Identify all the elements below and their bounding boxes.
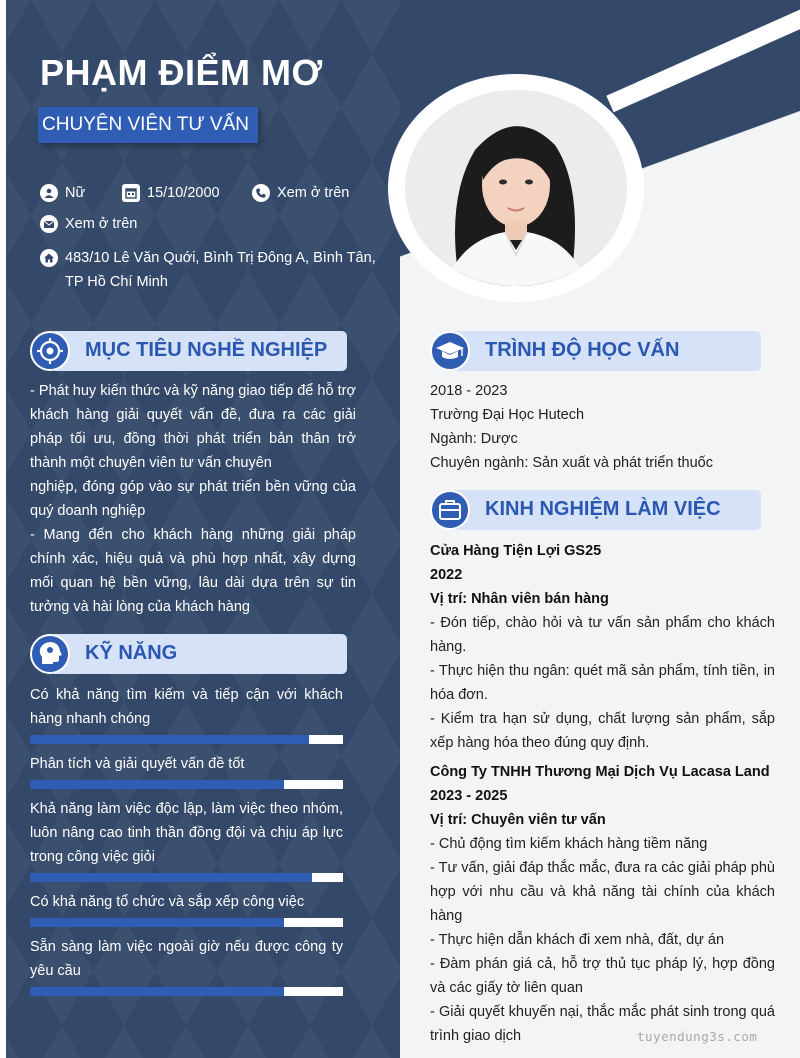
avatar: [405, 90, 627, 286]
email-row: [40, 215, 137, 233]
job-duty: - Thực hiện thu ngân: quét mã sản phẩm, tính tiền, in hóa đơn.: [430, 663, 775, 703]
job-duty: - Đón tiếp, chào hỏi và tư vấn sản phẩm cho khách hàng.: [430, 615, 775, 655]
objective-paragraph: - Mang đến cho khách hàng những giải pháp chính xác, hiệu quả và phù hợp nhất, xây dựng mối quan hệ bền vững, lâu dài dựa trên sự tin tưởng và hài lòng của khách hàng: [30, 527, 356, 615]
job-duty: - Tư vấn, giải đáp thắc mắc, đưa ra các giải pháp phù hợp với nhu cầu và khả năng tài chính của khách hàng: [430, 860, 775, 924]
skills-header: [30, 634, 347, 674]
brain-head-icon: [30, 634, 70, 674]
experience-header: [430, 490, 761, 530]
job-company: Cửa Hàng Tiện Lợi GS25: [430, 543, 602, 559]
skill-bar-fill: [30, 780, 284, 789]
job-company: Công Ty TNHH Thương Mại Dịch Vụ Lacasa Land: [430, 764, 770, 780]
skill-bar: [30, 873, 343, 882]
education-details: [430, 379, 775, 475]
job-duty: - Thực hiện dẫn khách đi xem nhà, đất, dự án: [430, 932, 725, 948]
calendar-icon: [122, 184, 140, 202]
skill-bar-fill: [30, 987, 284, 996]
objective-text: [30, 379, 356, 619]
email-value: Xem ở trên: [65, 216, 138, 232]
skill-item: [30, 797, 343, 882]
job-title-badge: CHUYÊN VIÊN TƯ VẤN: [38, 107, 258, 143]
skill-item: [30, 890, 343, 927]
job-position: Vị trí: Nhân viên bán hàng: [430, 591, 609, 607]
skill-item: [30, 683, 343, 744]
education-specialization: Chuyên ngành: Sản xuất và phát triển thuốc: [430, 455, 713, 471]
job-period: 2022: [430, 567, 463, 583]
envelope-icon: [40, 215, 58, 233]
skill-bar: [30, 780, 343, 789]
skill-bar-fill: [30, 873, 312, 882]
skill-bar-fill: [30, 918, 284, 927]
skills-title: KỸ NĂNG: [85, 642, 178, 664]
job-duty: - Chủ động tìm kiếm khách hàng tiềm năng: [430, 836, 708, 852]
phone-value: Xem ở trên: [277, 185, 350, 201]
job-duty: - Kiểm tra hạn sử dụng, chất lượng sản phẩm, sắp xếp hàng hóa theo đúng quy định.: [430, 711, 775, 751]
skill-bar: [30, 918, 343, 927]
objective-paragraph: nghiệp, đóng góp vào sự phát triển bền vững của quý doanh nghiệp: [30, 479, 356, 519]
skill-label: Có khả năng tổ chức và sắp xếp công việc: [30, 894, 305, 910]
education-school: Trường Đại Học Hutech: [430, 407, 585, 423]
gender-value: Nữ: [65, 185, 86, 201]
skill-bar: [30, 987, 343, 996]
job-entry: [430, 760, 775, 1048]
experience-title: KINH NGHIỆM LÀM VIỆC: [485, 498, 721, 520]
left-edge-strip: [0, 0, 6, 1058]
skill-bar-fill: [30, 735, 309, 744]
job-duty: - Giải quyết khuyến nại, thắc mắc phát sinh trong quá trình giao dịch: [430, 1004, 775, 1044]
phone-icon: [252, 184, 270, 202]
education-header: [430, 331, 761, 371]
briefcase-icon: [430, 490, 470, 530]
skill-label: Có khả năng tìm kiếm và tiếp cận với khách hàng nhanh chóng: [30, 687, 343, 727]
watermark: tuyendung3s.com: [637, 1029, 758, 1044]
job-period: 2023 - 2025: [430, 788, 508, 804]
skill-bar: [30, 735, 343, 744]
candidate-name: PHẠM ĐIỂM MƠ: [40, 52, 323, 93]
skill-label: Phân tích và giải quyết vấn đề tốt: [30, 756, 245, 772]
education-major: Ngành: Dược: [430, 431, 518, 447]
job-entry: [430, 539, 775, 755]
person-icon: [40, 184, 58, 202]
skill-item: [30, 935, 343, 996]
gender-row: [40, 184, 85, 202]
skill-item: [30, 752, 343, 789]
skill-label: Sẵn sàng làm việc ngoài giờ nếu được công ty yêu cầu: [30, 939, 343, 979]
address-value: 483/10 Lê Văn Quới, Bình Trị Đông A, Bình Tân, TP Hồ Chí Minh: [65, 250, 376, 290]
objective-title: MỤC TIÊU NGHỀ NGHIỆP: [85, 339, 328, 361]
address-row: [40, 246, 385, 294]
objective-header: [30, 331, 347, 371]
birthdate-row: [122, 184, 220, 202]
job-position: Vị trí: Chuyên viên tư vấn: [430, 812, 606, 828]
job-duty: - Đàm phán giá cả, hỗ trợ thủ tục pháp lý, hợp đồng và các giấy tờ liên quan: [430, 956, 775, 996]
education-years: 2018 - 2023: [430, 383, 508, 399]
home-icon: [40, 249, 58, 267]
skill-label: Khả năng làm việc độc lập, làm việc theo nhóm, luôn nâng cao tinh thần đồng đội và chịu áp lực trong công việc giỏi: [30, 801, 343, 865]
target-icon: [30, 331, 70, 371]
graduation-cap-icon: [430, 331, 470, 371]
experience-list: [430, 539, 775, 1048]
phone-row: [252, 184, 349, 202]
education-title: TRÌNH ĐỘ HỌC VẤN: [485, 339, 680, 361]
objective-paragraph: - Phát huy kiến thức và kỹ năng giao tiếp để hỗ trợ khách hàng giải quyết vấn đề, đưa ra các giải pháp tối ưu, đồng thời phát triển bản thân trở thành một chuyên viên tư vấn chuyên: [30, 383, 356, 471]
birthdate-value: 15/10/2000: [147, 185, 220, 201]
